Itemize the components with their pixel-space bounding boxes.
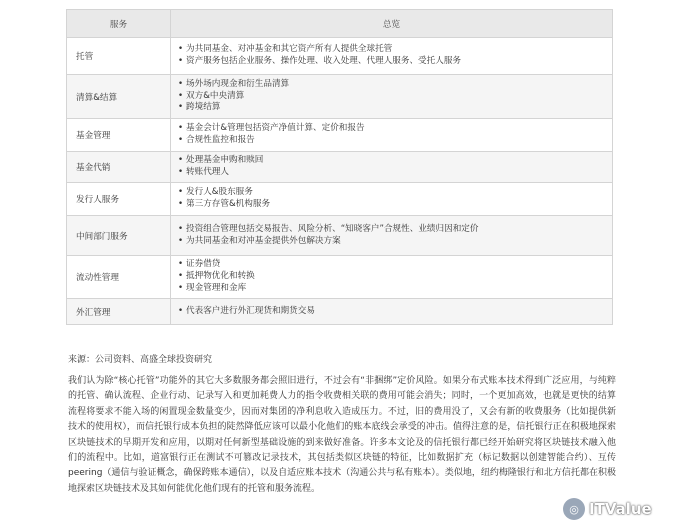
bullet-item (178, 102, 605, 114)
table-header-row (67, 10, 613, 38)
bullet-text: 代表客户进行外汇现货和期货交易 (186, 305, 315, 316)
wechat-logo-icon: ◎ (563, 498, 585, 520)
bullet-text: 跨境结算 (186, 102, 221, 113)
service-name-cell: 基金代销 (67, 152, 171, 183)
service-name-cell: 托管 (67, 38, 171, 75)
table-row (67, 75, 613, 119)
bullet-icon: • (178, 223, 184, 234)
bullet-item (178, 167, 605, 179)
bullet-text: 处理基金申购和赎回 (186, 155, 264, 166)
bullet-icon: • (178, 259, 184, 270)
bullet-item (178, 79, 605, 91)
service-overview-cell (171, 299, 613, 325)
table-body (67, 38, 613, 325)
table-row (67, 299, 613, 325)
bullet-text: 资产服务包括企业服务、操作处理、收入处理、代理人服务、受托人服务 (186, 56, 462, 66)
bullet-icon: • (178, 271, 184, 282)
bullet-icon: • (178, 102, 184, 113)
service-overview-cell (171, 75, 613, 119)
bullet-item (178, 91, 605, 103)
bullet-item (178, 123, 605, 135)
bullet-text: 合规性监控和报告 (186, 135, 255, 145)
bullet-item (178, 56, 605, 68)
bullet-item (178, 155, 605, 167)
bullet-icon: • (178, 235, 184, 246)
bullet-text: 为共同基金、对冲基金和其它资产所有人提供全球托管 (186, 44, 393, 55)
services-table (66, 9, 613, 325)
service-name-cell: 基金管理 (67, 119, 171, 152)
bullet-icon: • (178, 167, 184, 177)
bullet-text: 第三方存管&机构服务 (186, 199, 271, 209)
service-overview-cell (171, 152, 613, 183)
bullet-text: 为共同基金和对冲基金提供外包解决方案 (186, 235, 341, 246)
bullet-icon: • (178, 305, 184, 316)
bullet-icon: • (178, 123, 184, 134)
service-name-cell: 清算&结算 (67, 75, 171, 119)
bullet-item (178, 306, 605, 318)
bullet-item (178, 271, 605, 283)
service-name-cell: 流动性管理 (67, 256, 171, 299)
service-name-cell: 外汇管理 (67, 299, 171, 325)
bullet-text: 发行人&股东服务 (186, 187, 253, 198)
table-row (67, 216, 613, 256)
service-name-cell: 中间部门服务 (67, 216, 171, 256)
bullet-item (178, 224, 605, 236)
header-overview: 总览 (171, 10, 613, 38)
service-overview-cell (171, 183, 613, 216)
bullet-item (178, 259, 605, 271)
bullet-icon: • (178, 90, 184, 101)
bullet-text: 抵押物优化和转换 (186, 271, 255, 282)
body-paragraph: 我们认为除“核心托管”功能外的其它大多数服务都会照旧进行，不过会有“非捆绑”定价风险。如果分布式账本技术得到广泛应用，与纯粹的托管、确认流程、企业行动、记录写入和更加耗费人力的指令收费相关联的费用可能会消失；同时，一个更加高效，也就是更快的结算流程将要求不能入场的闲置现金数量变少，因而对集团的净利息收入造成压力。不过，旧的费用没了，又会有新的收费服务（比如提供新技术的使用权），而信托银行成本负担的陡然降低应该可以最小化他们的账本底线会承受的冲击。值得注意的是，信托银行正在积极地探索区块链技术的早期开发和应用，以期对任何新型基础设施的到来做好准备。许多本文论及的信托银行都已经开始研究将区块链技术融入他们的流程中。比如，道富银行正在测试不可篡改记录技术，其包括类似区块链的特征，比如数据扩充（标记数据以创建智能合约）、互传peering（通信与验证概念，确保跨账本通信），以及自适应账本技术（沟通公共与私有账本）。类似地，纽约梅隆银行和北方信托都在积极地探索区块链技术及其如何能优化他们现有的托管和服务流程。 (68, 376, 616, 494)
bullet-icon: • (178, 187, 184, 198)
table-row (67, 256, 613, 299)
service-name-cell: 发行人服务 (67, 183, 171, 216)
service-overview-cell (171, 256, 613, 299)
bullet-text: 双方&中央清算 (186, 90, 245, 101)
bullet-text: 投资组合管理包括交易报告、风险分析、“知晓客户”合规性、业绩归因和定价 (186, 223, 479, 234)
bullet-icon: • (178, 199, 184, 209)
bullet-item (178, 187, 605, 199)
bullet-text: 基金会计&管理包括资产净值计算、定价和报告 (186, 123, 365, 134)
bullet-icon: • (178, 282, 184, 293)
bullet-icon: • (178, 135, 184, 145)
services-table-container (66, 9, 613, 325)
table-row (67, 119, 613, 152)
header-service: 服务 (67, 10, 171, 38)
bullet-text: 现金管理和金库 (186, 282, 247, 293)
watermark-text: ITValue (589, 500, 652, 518)
bullet-icon: • (178, 56, 184, 66)
bullet-item (178, 199, 605, 211)
bullet-item (178, 135, 605, 147)
watermark (563, 498, 652, 520)
bullet-text: 转账代理人 (186, 167, 229, 177)
bullet-icon: • (178, 155, 184, 166)
bullet-icon: • (178, 44, 184, 55)
table-row (67, 183, 613, 216)
service-overview-cell (171, 38, 613, 75)
bullet-text: 场外场内现金和衍生品清算 (186, 78, 290, 89)
bullet-item (178, 283, 605, 295)
bullet-icon: • (178, 78, 184, 89)
bullet-item (178, 44, 605, 56)
bullet-item (178, 236, 605, 248)
bullet-text: 证券借贷 (186, 259, 221, 270)
source-note: 来源：公司资料、高盛全球投资研究 (68, 355, 213, 365)
table-row (67, 38, 613, 75)
service-overview-cell (171, 119, 613, 152)
service-overview-cell (171, 216, 613, 256)
table-row (67, 152, 613, 183)
